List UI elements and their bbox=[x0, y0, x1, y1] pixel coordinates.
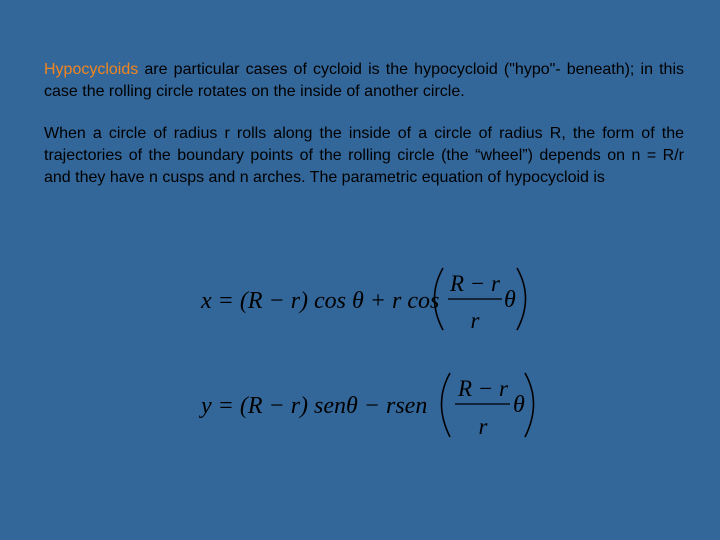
intro-text: are particular cases of cycloid is the hypocycloid ("hypo"- beneath); in this case the rolling circle rotates on the inside of another circle. bbox=[44, 61, 684, 100]
y-equation-lhs: y = (R − r) senθ − rsen bbox=[201, 393, 428, 419]
y-right-paren bbox=[525, 373, 534, 437]
y-fraction-numerator: R − r bbox=[457, 376, 509, 401]
x-fraction-denominator: r bbox=[470, 308, 480, 333]
hypocycloids-term: Hypocycloids bbox=[44, 61, 139, 78]
description-paragraph: When a circle of radius r rolls along the inside of a circle of radius R, the form of the trajectories of the boundary points of the rolling circle (the “wheel”) depends on n = R/r and they have n cusps and n arches. The parametric equation of hypocycloid is bbox=[44, 125, 684, 186]
x-equation-lhs: x = (R − r) cos θ + r cos bbox=[201, 288, 440, 314]
x-equation bbox=[0, 258, 720, 348]
intro-paragraph bbox=[44, 59, 684, 103]
y-equation bbox=[0, 365, 720, 455]
x-fraction-numerator: R − r bbox=[449, 271, 501, 296]
y-fraction-denominator: r bbox=[478, 414, 488, 439]
y-left-paren bbox=[442, 373, 451, 437]
y-theta: θ bbox=[513, 392, 525, 418]
x-theta: θ bbox=[504, 287, 516, 313]
x-right-paren bbox=[517, 268, 526, 330]
